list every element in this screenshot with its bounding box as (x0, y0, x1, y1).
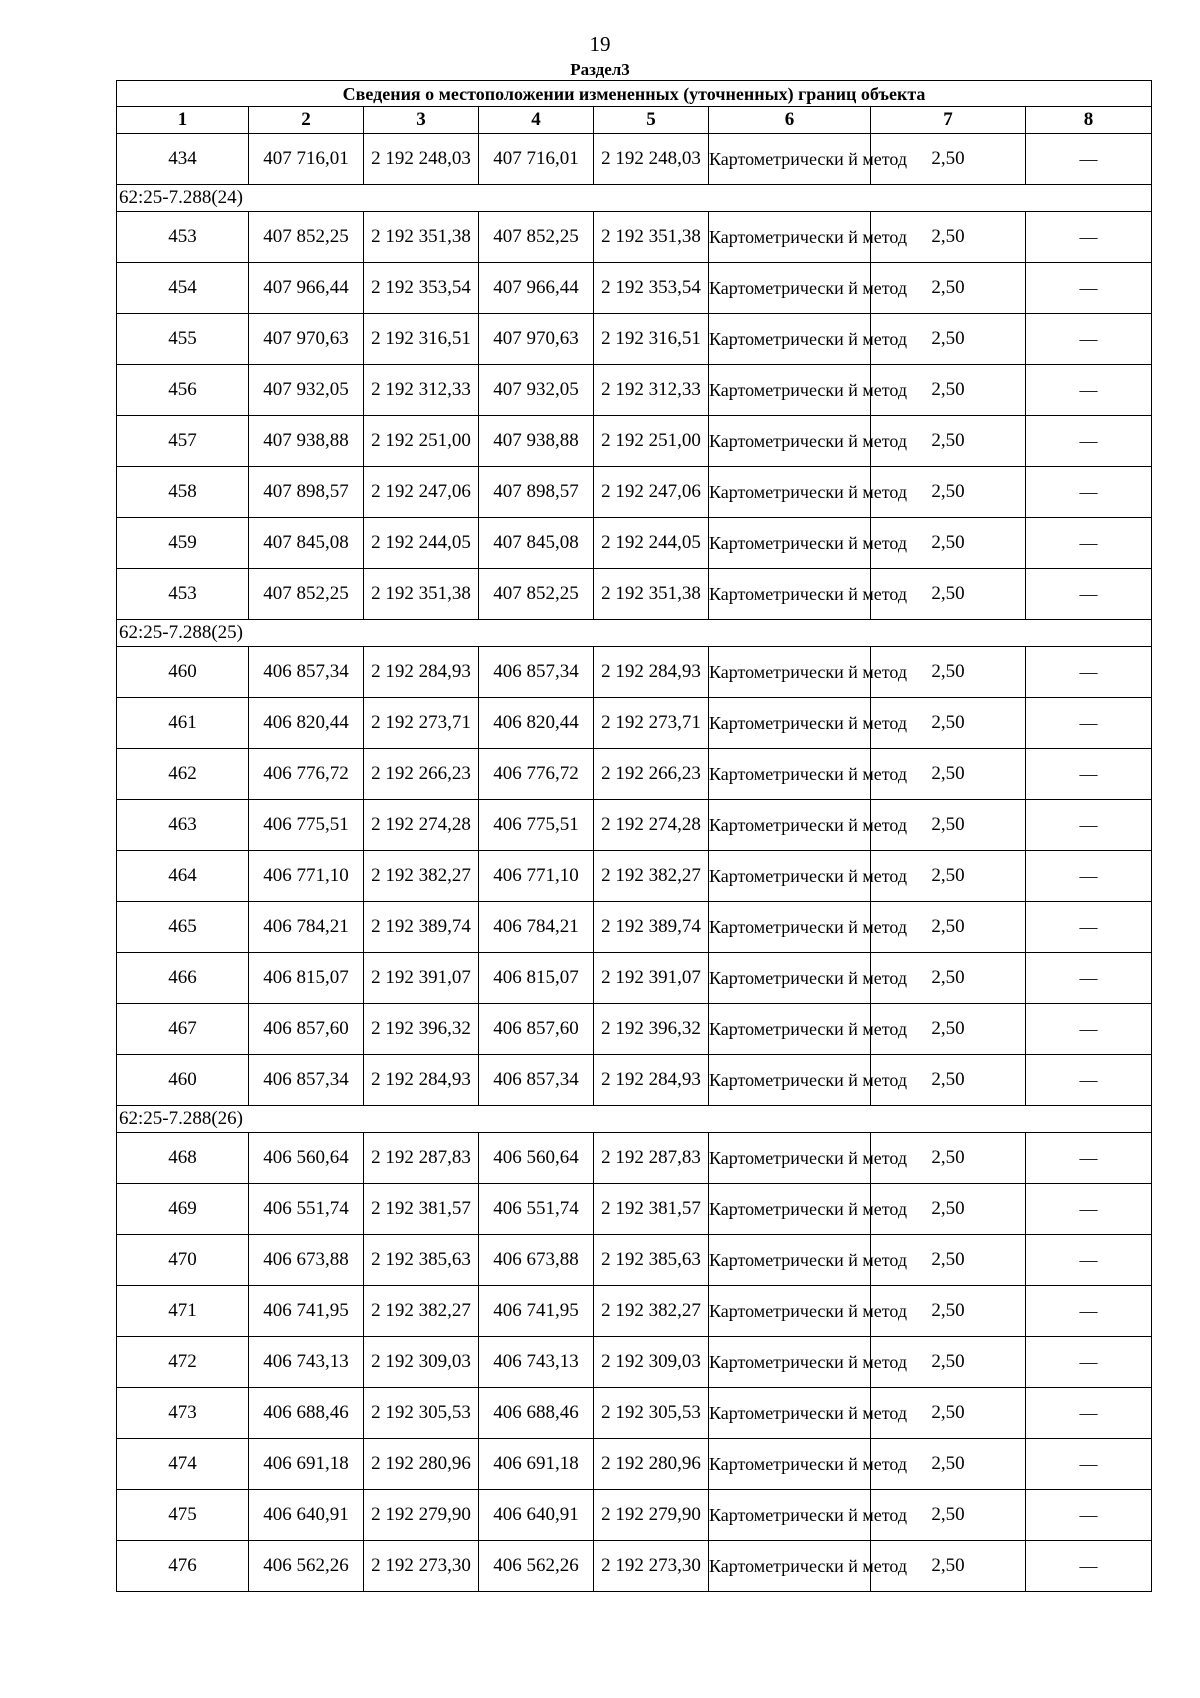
description-cell: — (1026, 647, 1152, 698)
table-caption: Сведения о местоположении измененных (уточненных) границ объекта (117, 81, 1152, 107)
parcel-group-row (117, 1106, 1152, 1133)
y-old-cell: 2 192 280,96 (364, 1439, 479, 1490)
point-number-cell: 461 (117, 698, 249, 749)
y-new-cell: 2 192 353,54 (594, 263, 709, 314)
precision-cell: 2,50 (871, 1388, 1026, 1439)
page-number: 19 (589, 32, 611, 56)
description-cell: — (1026, 416, 1152, 467)
y-new-cell: 2 192 287,83 (594, 1133, 709, 1184)
point-number-cell: 456 (117, 365, 249, 416)
y-new-cell: 2 192 385,63 (594, 1235, 709, 1286)
method-cell: Картометрически й метод (709, 1337, 871, 1388)
x-new-cell: 406 560,64 (479, 1133, 594, 1184)
description-cell: — (1026, 1184, 1152, 1235)
description-cell: — (1026, 1337, 1152, 1388)
point-number-cell: 464 (117, 851, 249, 902)
parcel-group-label: 62:25-7.288(26) (117, 1106, 1152, 1133)
point-number-cell: 470 (117, 1235, 249, 1286)
x-new-cell: 406 776,72 (479, 749, 594, 800)
description-cell: — (1026, 1541, 1152, 1592)
method-cell: Картометрически й метод (709, 1184, 871, 1235)
y-new-cell: 2 192 382,27 (594, 1286, 709, 1337)
description-cell: — (1026, 698, 1152, 749)
method-cell: Картометрически й метод (709, 1133, 871, 1184)
point-number-cell: 457 (117, 416, 249, 467)
method-cell: Картометрически й метод (709, 953, 871, 1004)
x-old-cell: 406 673,88 (249, 1235, 364, 1286)
y-new-cell: 2 192 316,51 (594, 314, 709, 365)
point-number-cell: 472 (117, 1337, 249, 1388)
table-row (117, 1133, 1152, 1184)
x-old-cell: 406 551,74 (249, 1184, 364, 1235)
parcel-group-label: 62:25-7.288(25) (117, 620, 1152, 647)
precision-cell: 2,50 (871, 953, 1026, 1004)
table-row (117, 749, 1152, 800)
table-row (117, 902, 1152, 953)
precision-cell: 2,50 (871, 1184, 1026, 1235)
description-cell: — (1026, 263, 1152, 314)
table-row (117, 212, 1152, 263)
y-old-cell: 2 192 389,74 (364, 902, 479, 953)
table-row (117, 1388, 1152, 1439)
y-new-cell: 2 192 248,03 (594, 134, 709, 185)
precision-cell: 2,50 (871, 1286, 1026, 1337)
point-number-cell: 454 (117, 263, 249, 314)
y-new-cell: 2 192 284,93 (594, 1055, 709, 1106)
table-row (117, 1337, 1152, 1388)
method-cell: Картометрически й метод (709, 416, 871, 467)
method-cell: Картометрически й метод (709, 365, 871, 416)
x-old-cell: 407 938,88 (249, 416, 364, 467)
description-cell: — (1026, 365, 1152, 416)
y-old-cell: 2 192 248,03 (364, 134, 479, 185)
y-old-cell: 2 192 273,30 (364, 1541, 479, 1592)
precision-cell: 2,50 (871, 263, 1026, 314)
x-new-cell: 406 784,21 (479, 902, 594, 953)
y-new-cell: 2 192 273,71 (594, 698, 709, 749)
precision-cell: 2,50 (871, 365, 1026, 416)
section-title: Раздел3 (570, 60, 630, 79)
table-row (117, 1490, 1152, 1541)
x-new-cell: 407 938,88 (479, 416, 594, 467)
y-old-cell: 2 192 247,06 (364, 467, 479, 518)
point-number-cell: 468 (117, 1133, 249, 1184)
y-new-cell: 2 192 266,23 (594, 749, 709, 800)
x-old-cell: 406 775,51 (249, 800, 364, 851)
y-old-cell: 2 192 385,63 (364, 1235, 479, 1286)
description-cell: — (1026, 1055, 1152, 1106)
point-number-cell: 455 (117, 314, 249, 365)
y-old-cell: 2 192 273,71 (364, 698, 479, 749)
description-cell: — (1026, 1388, 1152, 1439)
method-cell: Картометрически й метод (709, 467, 871, 518)
table-row (117, 1184, 1152, 1235)
point-number-cell: 459 (117, 518, 249, 569)
precision-cell: 2,50 (871, 1439, 1026, 1490)
x-new-cell: 406 551,74 (479, 1184, 594, 1235)
point-number-cell: 462 (117, 749, 249, 800)
point-number-cell: 476 (117, 1541, 249, 1592)
y-new-cell: 2 192 284,93 (594, 647, 709, 698)
precision-cell: 2,50 (871, 569, 1026, 620)
point-number-cell: 453 (117, 212, 249, 263)
table-row (117, 1235, 1152, 1286)
description-cell: — (1026, 314, 1152, 365)
point-number-cell: 473 (117, 1388, 249, 1439)
y-new-cell: 2 192 351,38 (594, 212, 709, 263)
point-number-cell: 460 (117, 647, 249, 698)
column-number: 8 (1026, 107, 1152, 134)
x-new-cell: 407 852,25 (479, 569, 594, 620)
method-cell: Картометрически й метод (709, 647, 871, 698)
x-old-cell: 406 771,10 (249, 851, 364, 902)
y-old-cell: 2 192 382,27 (364, 1286, 479, 1337)
parcel-group-row (117, 620, 1152, 647)
x-old-cell: 406 560,64 (249, 1133, 364, 1184)
description-cell: — (1026, 569, 1152, 620)
table-row (117, 953, 1152, 1004)
method-cell: Картометрически й метод (709, 1055, 871, 1106)
method-cell: Картометрически й метод (709, 749, 871, 800)
x-new-cell: 406 562,26 (479, 1541, 594, 1592)
x-new-cell: 407 845,08 (479, 518, 594, 569)
x-new-cell: 407 966,44 (479, 263, 594, 314)
y-old-cell: 2 192 279,90 (364, 1490, 479, 1541)
method-cell: Картометрически й метод (709, 1541, 871, 1592)
y-old-cell: 2 192 284,93 (364, 1055, 479, 1106)
description-cell: — (1026, 1235, 1152, 1286)
method-cell: Картометрически й метод (709, 212, 871, 263)
y-old-cell: 2 192 287,83 (364, 1133, 479, 1184)
point-number-cell: 469 (117, 1184, 249, 1235)
x-old-cell: 407 932,05 (249, 365, 364, 416)
description-cell: — (1026, 518, 1152, 569)
description-cell: — (1026, 1490, 1152, 1541)
method-cell: Картометрически й метод (709, 698, 871, 749)
precision-cell: 2,50 (871, 851, 1026, 902)
description-cell: — (1026, 1286, 1152, 1337)
parcel-group-row (117, 185, 1152, 212)
x-old-cell: 406 820,44 (249, 698, 364, 749)
description-cell: — (1026, 1133, 1152, 1184)
precision-cell: 2,50 (871, 749, 1026, 800)
x-old-cell: 406 857,34 (249, 1055, 364, 1106)
precision-cell: 2,50 (871, 902, 1026, 953)
y-old-cell: 2 192 309,03 (364, 1337, 479, 1388)
point-number-cell: 474 (117, 1439, 249, 1490)
table-row (117, 365, 1152, 416)
y-new-cell: 2 192 351,38 (594, 569, 709, 620)
table-row (117, 1439, 1152, 1490)
column-number: 1 (117, 107, 249, 134)
y-new-cell: 2 192 251,00 (594, 416, 709, 467)
x-new-cell: 406 857,34 (479, 1055, 594, 1106)
x-new-cell: 406 673,88 (479, 1235, 594, 1286)
method-cell: Картометрически й метод (709, 314, 871, 365)
precision-cell: 2,50 (871, 1337, 1026, 1388)
y-new-cell: 2 192 279,90 (594, 1490, 709, 1541)
point-number-cell: 453 (117, 569, 249, 620)
description-cell: — (1026, 212, 1152, 263)
table-row (117, 416, 1152, 467)
point-number-cell: 465 (117, 902, 249, 953)
column-number: 7 (871, 107, 1026, 134)
point-number-cell: 458 (117, 467, 249, 518)
table-row (117, 314, 1152, 365)
x-old-cell: 406 691,18 (249, 1439, 364, 1490)
x-old-cell: 406 688,46 (249, 1388, 364, 1439)
precision-cell: 2,50 (871, 1055, 1026, 1106)
precision-cell: 2,50 (871, 647, 1026, 698)
y-new-cell: 2 192 247,06 (594, 467, 709, 518)
y-new-cell: 2 192 244,05 (594, 518, 709, 569)
y-new-cell: 2 192 381,57 (594, 1184, 709, 1235)
x-old-cell: 406 815,07 (249, 953, 364, 1004)
y-old-cell: 2 192 396,32 (364, 1004, 479, 1055)
y-new-cell: 2 192 389,74 (594, 902, 709, 953)
method-cell: Картометрически й метод (709, 851, 871, 902)
precision-cell: 2,50 (871, 1004, 1026, 1055)
method-cell: Картометрически й метод (709, 1235, 871, 1286)
y-new-cell: 2 192 309,03 (594, 1337, 709, 1388)
table-row (117, 467, 1152, 518)
y-old-cell: 2 192 316,51 (364, 314, 479, 365)
boundary-coordinates-table (116, 80, 1152, 1592)
x-new-cell: 406 775,51 (479, 800, 594, 851)
table-row (117, 134, 1152, 185)
precision-cell: 2,50 (871, 518, 1026, 569)
y-old-cell: 2 192 266,23 (364, 749, 479, 800)
description-cell: — (1026, 134, 1152, 185)
table-row (117, 1055, 1152, 1106)
precision-cell: 2,50 (871, 314, 1026, 365)
precision-cell: 2,50 (871, 698, 1026, 749)
y-new-cell: 2 192 391,07 (594, 953, 709, 1004)
x-new-cell: 406 741,95 (479, 1286, 594, 1337)
table-row (117, 698, 1152, 749)
precision-cell: 2,50 (871, 134, 1026, 185)
method-cell: Картометрически й метод (709, 134, 871, 185)
x-new-cell: 406 857,34 (479, 647, 594, 698)
x-old-cell: 406 741,95 (249, 1286, 364, 1337)
description-cell: — (1026, 1004, 1152, 1055)
x-old-cell: 407 852,25 (249, 212, 364, 263)
table-row (117, 1286, 1152, 1337)
description-cell: — (1026, 749, 1152, 800)
table-row (117, 569, 1152, 620)
x-new-cell: 406 857,60 (479, 1004, 594, 1055)
table-row (117, 851, 1152, 902)
x-old-cell: 407 966,44 (249, 263, 364, 314)
x-new-cell: 406 691,18 (479, 1439, 594, 1490)
y-new-cell: 2 192 312,33 (594, 365, 709, 416)
x-old-cell: 407 970,63 (249, 314, 364, 365)
x-old-cell: 406 743,13 (249, 1337, 364, 1388)
y-old-cell: 2 192 391,07 (364, 953, 479, 1004)
x-old-cell: 406 640,91 (249, 1490, 364, 1541)
point-number-cell: 460 (117, 1055, 249, 1106)
point-number-cell: 471 (117, 1286, 249, 1337)
column-number: 2 (249, 107, 364, 134)
table-row (117, 263, 1152, 314)
method-cell: Картометрически й метод (709, 1004, 871, 1055)
description-cell: — (1026, 851, 1152, 902)
point-number-cell: 434 (117, 134, 249, 185)
y-new-cell: 2 192 280,96 (594, 1439, 709, 1490)
x-new-cell: 407 970,63 (479, 314, 594, 365)
column-number-row (117, 107, 1152, 134)
method-cell: Картометрически й метод (709, 800, 871, 851)
precision-cell: 2,50 (871, 212, 1026, 263)
y-old-cell: 2 192 382,27 (364, 851, 479, 902)
precision-cell: 2,50 (871, 1235, 1026, 1286)
precision-cell: 2,50 (871, 1541, 1026, 1592)
y-new-cell: 2 192 274,28 (594, 800, 709, 851)
column-number: 6 (709, 107, 871, 134)
y-old-cell: 2 192 251,00 (364, 416, 479, 467)
column-number: 4 (479, 107, 594, 134)
y-old-cell: 2 192 381,57 (364, 1184, 479, 1235)
table-body (117, 134, 1152, 1592)
precision-cell: 2,50 (871, 800, 1026, 851)
x-new-cell: 406 743,13 (479, 1337, 594, 1388)
y-old-cell: 2 192 312,33 (364, 365, 479, 416)
x-old-cell: 407 716,01 (249, 134, 364, 185)
description-cell: — (1026, 800, 1152, 851)
x-old-cell: 406 857,60 (249, 1004, 364, 1055)
precision-cell: 2,50 (871, 1490, 1026, 1541)
table-row (117, 1004, 1152, 1055)
description-cell: — (1026, 953, 1152, 1004)
method-cell: Картометрически й метод (709, 263, 871, 314)
x-new-cell: 406 688,46 (479, 1388, 594, 1439)
method-cell: Картометрически й метод (709, 1286, 871, 1337)
x-new-cell: 406 815,07 (479, 953, 594, 1004)
method-cell: Картометрически й метод (709, 569, 871, 620)
table-row (117, 518, 1152, 569)
x-new-cell: 407 932,05 (479, 365, 594, 416)
x-new-cell: 406 771,10 (479, 851, 594, 902)
table-caption-row (117, 81, 1152, 107)
x-old-cell: 407 898,57 (249, 467, 364, 518)
x-new-cell: 406 640,91 (479, 1490, 594, 1541)
table-row (117, 800, 1152, 851)
y-new-cell: 2 192 382,27 (594, 851, 709, 902)
x-old-cell: 406 562,26 (249, 1541, 364, 1592)
x-new-cell: 407 716,01 (479, 134, 594, 185)
y-new-cell: 2 192 273,30 (594, 1541, 709, 1592)
x-new-cell: 407 852,25 (479, 212, 594, 263)
x-old-cell: 407 845,08 (249, 518, 364, 569)
y-old-cell: 2 192 351,38 (364, 212, 479, 263)
point-number-cell: 475 (117, 1490, 249, 1541)
method-cell: Картометрически й метод (709, 1439, 871, 1490)
precision-cell: 2,50 (871, 1133, 1026, 1184)
point-number-cell: 463 (117, 800, 249, 851)
description-cell: — (1026, 1439, 1152, 1490)
y-new-cell: 2 192 396,32 (594, 1004, 709, 1055)
table-row (117, 647, 1152, 698)
y-old-cell: 2 192 274,28 (364, 800, 479, 851)
point-number-cell: 467 (117, 1004, 249, 1055)
method-cell: Картометрически й метод (709, 902, 871, 953)
x-new-cell: 406 820,44 (479, 698, 594, 749)
point-number-cell: 466 (117, 953, 249, 1004)
parcel-group-label: 62:25-7.288(24) (117, 185, 1152, 212)
y-old-cell: 2 192 284,93 (364, 647, 479, 698)
y-old-cell: 2 192 244,05 (364, 518, 479, 569)
description-cell: — (1026, 467, 1152, 518)
table-row (117, 1541, 1152, 1592)
y-new-cell: 2 192 305,53 (594, 1388, 709, 1439)
x-old-cell: 406 784,21 (249, 902, 364, 953)
column-number: 5 (594, 107, 709, 134)
method-cell: Картометрически й метод (709, 518, 871, 569)
description-cell: — (1026, 902, 1152, 953)
y-old-cell: 2 192 305,53 (364, 1388, 479, 1439)
method-cell: Картометрически й метод (709, 1490, 871, 1541)
x-old-cell: 407 852,25 (249, 569, 364, 620)
column-number: 3 (364, 107, 479, 134)
precision-cell: 2,50 (871, 467, 1026, 518)
y-old-cell: 2 192 353,54 (364, 263, 479, 314)
x-old-cell: 406 857,34 (249, 647, 364, 698)
x-old-cell: 406 776,72 (249, 749, 364, 800)
y-old-cell: 2 192 351,38 (364, 569, 479, 620)
x-new-cell: 407 898,57 (479, 467, 594, 518)
method-cell: Картометрически й метод (709, 1388, 871, 1439)
precision-cell: 2,50 (871, 416, 1026, 467)
